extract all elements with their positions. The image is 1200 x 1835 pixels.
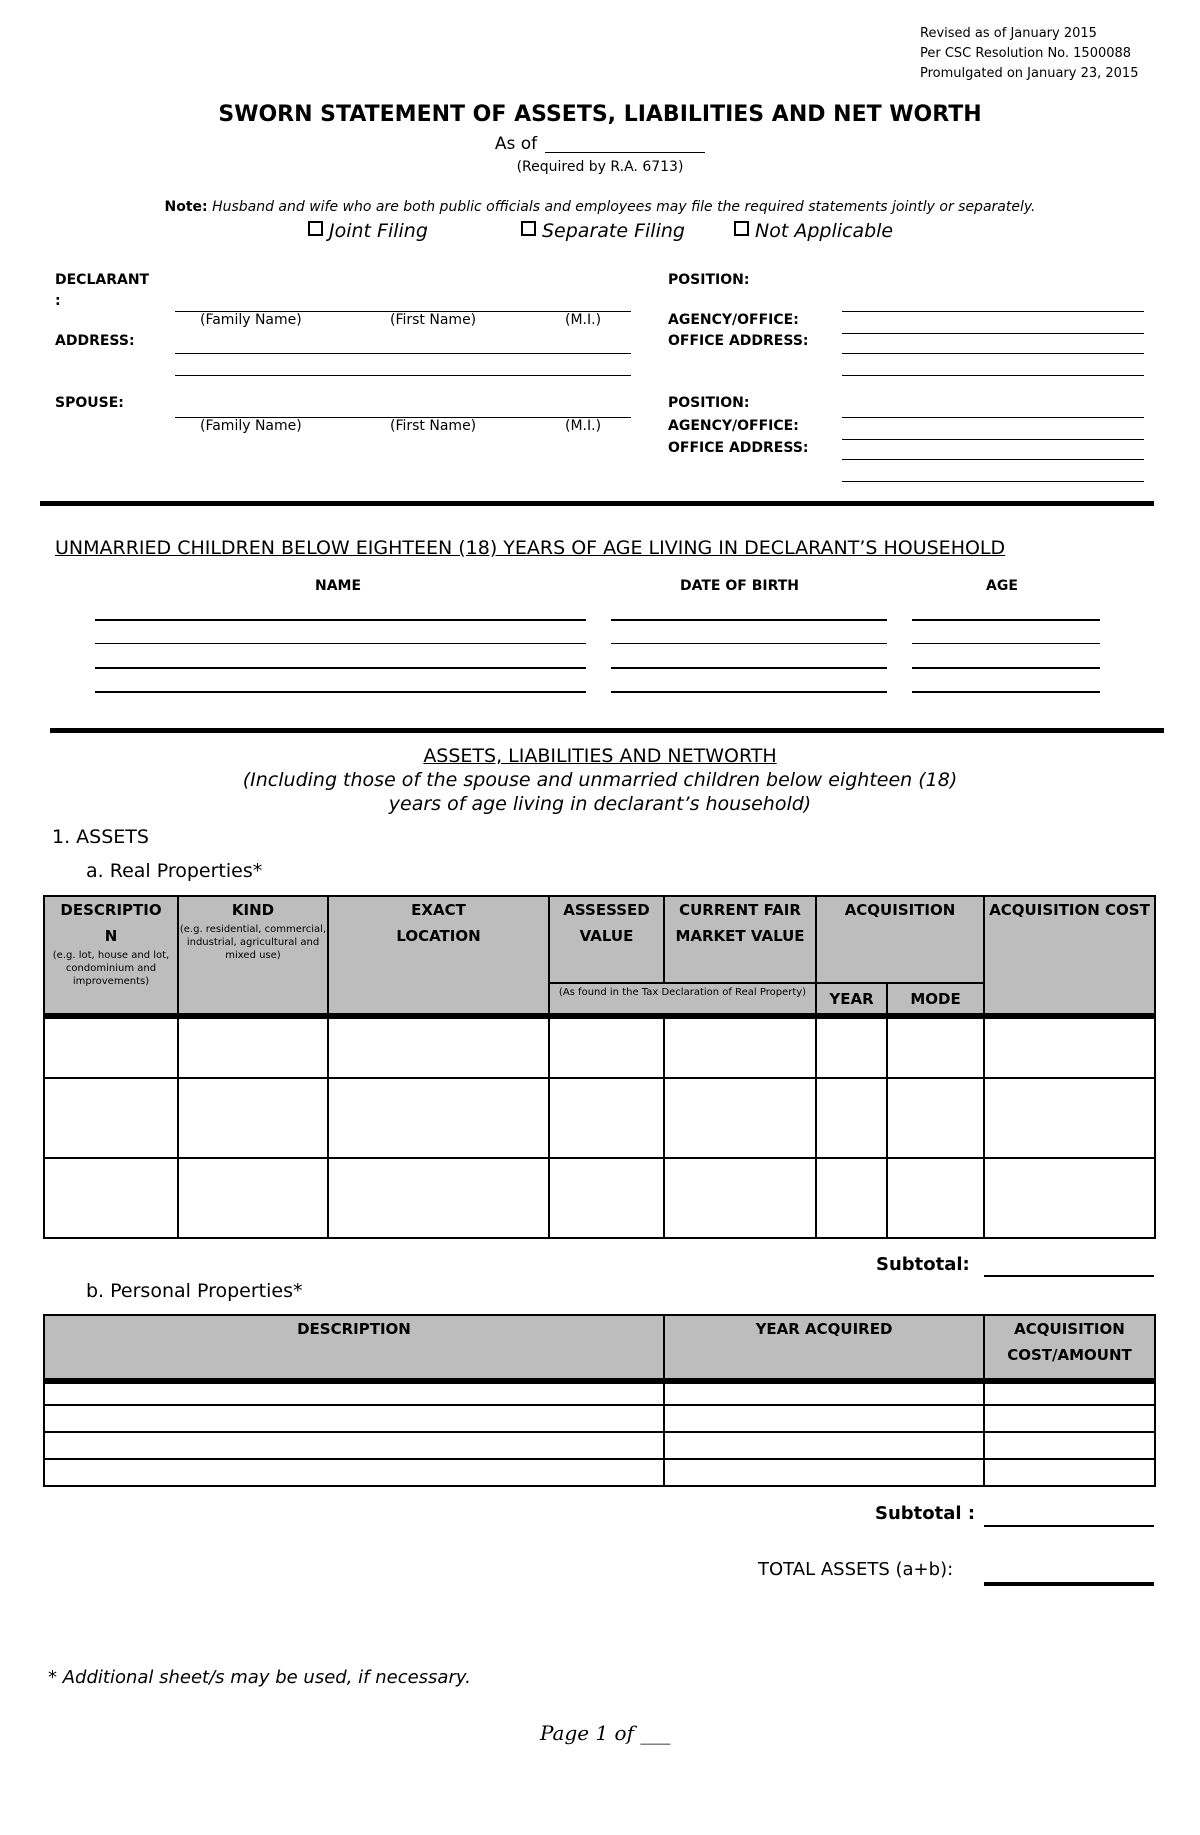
table-cell[interactable] [664,1381,984,1405]
table-cell[interactable] [178,1158,328,1238]
table-cell[interactable] [328,1158,549,1238]
table-cell[interactable] [328,1016,549,1078]
child-name-field[interactable] [95,619,586,621]
table-cell[interactable] [44,1158,178,1238]
children-section-title: UNMARRIED CHILDREN BELOW EIGHTEEN (18) YEARS OF AGE LIVING IN DECLARANT’S HOUSEHOLD [55,537,1006,559]
table-cell[interactable] [887,1158,984,1238]
spouse-agency-label: AGENCY/OFFICE: [668,418,799,434]
table-cell[interactable] [549,1016,664,1078]
address-field-1[interactable] [175,353,631,354]
real-description-header-text-2: N [104,927,118,945]
table-cell[interactable] [44,1381,664,1405]
real-tax-note [549,983,816,1016]
personal-properties-table [43,1314,1156,1487]
table-cell[interactable] [664,1405,984,1432]
table-cell[interactable] [664,1158,816,1238]
real-assessed-header: ASSESSED VALUE [549,896,664,983]
spouse-family-name-caption: (Family Name) [200,418,302,434]
spouse-agency-field[interactable] [842,439,1144,440]
child-name-field[interactable] [95,667,586,669]
table-cell[interactable] [984,1078,1155,1158]
table-cell[interactable] [664,1459,984,1486]
personal-cost-header: ACQUISITION COST/AMOUNT [984,1315,1155,1381]
table-cell[interactable] [44,1459,664,1486]
real-kind-header-text: KIND [231,901,275,919]
real-subtotal-label: Subtotal: [876,1254,970,1275]
real-description-header [44,896,178,1016]
table-cell[interactable] [44,1016,178,1078]
real-location-header: EXACT LOCATION [328,896,549,1016]
personal-year-header: YEAR ACQUIRED [664,1315,984,1381]
revision-info [920,24,1138,84]
table-cell[interactable] [328,1078,549,1158]
table-row [44,1381,1155,1405]
as-of-label: As of [494,134,538,154]
child-dob-field[interactable] [611,691,887,693]
real-year-header: YEAR [816,983,887,1016]
personal-properties-heading: b. Personal Properties* [86,1280,303,1302]
personal-subtotal-label: Subtotal : [875,1503,976,1524]
not-applicable-checkbox[interactable] [734,220,893,242]
table-cell[interactable] [178,1078,328,1158]
table-cell[interactable] [984,1158,1155,1238]
declarant-position-field[interactable] [842,311,1144,312]
filing-note [0,199,1200,215]
total-assets-label: TOTAL ASSETS (a+b): [758,1559,954,1580]
table-row [44,1016,1155,1078]
real-mode-header: MODE [887,983,984,1016]
child-dob-header: DATE OF BIRTH [680,578,799,594]
table-row [44,1459,1155,1486]
declarant-mi-caption: (M.I.) [565,312,602,328]
declarant-agency-label: AGENCY/OFFICE: [668,312,799,328]
spouse-office-address-label: OFFICE ADDRESS: [668,440,809,456]
spouse-office-address-field-2[interactable] [842,481,1144,482]
assets-heading: 1. ASSETS [52,826,149,848]
checkbox-icon [308,221,323,236]
real-cost-header: ACQUISITION COST [984,896,1155,1016]
spouse-first-name-caption: (First Name) [390,418,477,434]
checkbox-icon [521,221,536,236]
real-kind-note: (e.g. residential, commercial, industrial, agricultural and mixed use) [179,924,327,961]
promulgated-date: Promulgated on January 23, 2015 [920,66,1139,81]
table-row [44,1078,1155,1158]
real-description-header-text: DESCRIPTIO [60,901,162,919]
table-cell[interactable] [549,1078,664,1158]
address-label: ADDRESS: [55,333,135,349]
child-age-field[interactable] [912,643,1100,644]
table-row [44,1432,1155,1459]
personal-description-header: DESCRIPTION [44,1315,664,1381]
required-by: (Required by R.A. 6713) [516,159,684,175]
table-cell[interactable] [44,1405,664,1432]
declarant-colon: : [55,293,61,309]
declarant-first-name-caption: (First Name) [390,312,477,328]
address-field-2[interactable] [175,375,631,376]
total-assets-field[interactable] [984,1582,1154,1586]
table-cell[interactable] [664,1432,984,1459]
child-age-field[interactable] [912,667,1100,669]
not-applicable-label: Not Applicable [755,220,894,242]
table-cell[interactable] [887,1016,984,1078]
spouse-position-field[interactable] [842,417,1144,418]
real-kind-header [178,896,328,1016]
checkbox-icon [734,221,749,236]
personal-subtotal-field[interactable] [984,1525,1154,1527]
spouse-mi-caption: (M.I.) [565,418,602,434]
child-dob-field[interactable] [611,667,887,669]
revised-date: Revised as of January 2015 [920,26,1097,41]
spouse-position-label: POSITION: [668,395,750,411]
as-of-field[interactable] [545,136,705,153]
alnw-subtitle-1: (Including those of the spouse and unmarried children below eighteen (18) [242,769,958,791]
real-properties-heading: a. Real Properties* [86,860,263,882]
declarant-office-address-field-1[interactable] [842,353,1144,354]
table-cell[interactable] [887,1078,984,1158]
child-dob-field[interactable] [611,619,887,621]
section-divider [40,501,1154,506]
table-cell[interactable] [984,1459,1155,1486]
table-cell[interactable] [44,1432,664,1459]
section-divider [50,728,1164,733]
real-subtotal-field[interactable] [984,1275,1154,1277]
note-text: Husband and wife who are both public officials and employees may file the required statements jointly or separately. [212,199,1036,215]
note-label: Note: [164,199,208,215]
page-title: SWORN STATEMENT OF ASSETS, LIABILITIES AND NET WORTH [218,102,982,127]
declarant-agency-field[interactable] [842,333,1144,334]
table-cell[interactable] [664,1016,816,1078]
page-number: Page 1 of ___ [540,1721,671,1745]
alnw-title: ASSETS, LIABILITIES AND NETWORTH [423,745,777,767]
child-name-header: NAME [315,578,362,594]
child-age-field[interactable] [912,691,1100,693]
declarant-family-name-caption: (Family Name) [200,312,302,328]
declarant-label: DECLARANT [55,272,150,288]
table-row [44,1158,1155,1238]
spouse-office-address-field-1[interactable] [842,459,1144,460]
table-cell[interactable] [816,1078,887,1158]
table-cell[interactable] [984,1016,1155,1078]
as-of-line [0,134,1200,154]
real-properties-table [43,895,1156,1239]
child-dob-field[interactable] [611,643,887,644]
csc-resolution: Per CSC Resolution No. 1500088 [920,46,1132,61]
table-row [44,1405,1155,1432]
child-age-field[interactable] [912,619,1100,621]
real-tax-note-text: (As found in the Tax Declaration of Real Property) [558,987,807,998]
table-cell[interactable] [816,1158,887,1238]
table-cell[interactable] [984,1405,1155,1432]
child-name-field[interactable] [95,643,586,644]
real-market-header: CURRENT FAIR MARKET VALUE [664,896,816,983]
table-cell[interactable] [549,1158,664,1238]
joint-filing-label: Joint Filing [329,220,428,242]
alnw-subtitle-2: years of age living in declarant’s household) [388,793,812,815]
table-cell[interactable] [816,1016,887,1078]
declarant-office-address-field-2[interactable] [842,375,1144,376]
table-cell[interactable] [984,1381,1155,1405]
table-cell[interactable] [984,1432,1155,1459]
spouse-label: SPOUSE: [55,395,124,411]
declarant-position-label: POSITION: [668,272,750,288]
separate-filing-label: Separate Filing [542,220,685,242]
joint-filing-checkbox[interactable] [308,220,428,242]
real-acquisition-header: ACQUISITION [816,896,984,983]
separate-filing-checkbox[interactable] [521,220,685,242]
declarant-office-address-label: OFFICE ADDRESS: [668,333,809,349]
child-name-field[interactable] [95,691,586,693]
table-cell[interactable] [44,1078,178,1158]
child-age-header: AGE [986,578,1018,594]
table-cell[interactable] [178,1016,328,1078]
additional-sheets-note: * Additional sheet/s may be used, if necessary. [48,1667,471,1688]
real-description-note: (e.g. lot, house and lot, condominium and improvements) [52,950,170,987]
table-cell[interactable] [664,1078,816,1158]
